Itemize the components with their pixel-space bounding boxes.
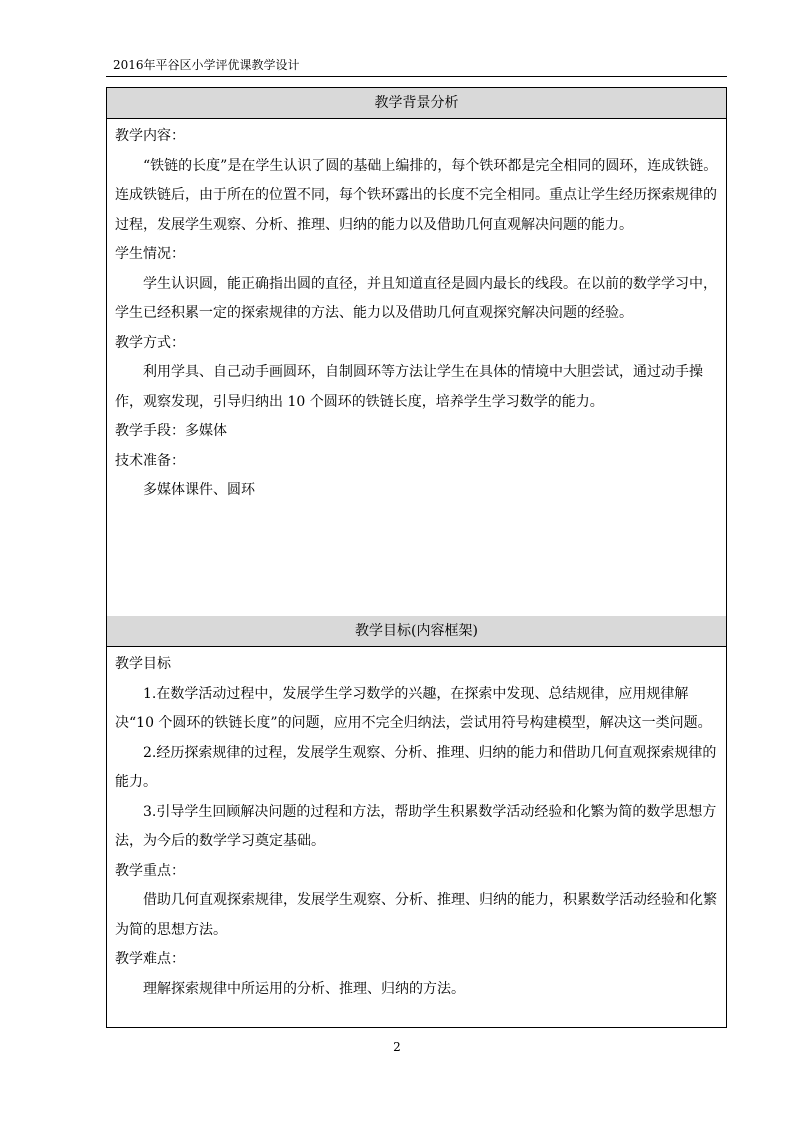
section-title: 教学背景分析 [107, 88, 726, 119]
section-body [107, 647, 726, 1004]
key-paragraph: 借助几何直观探索规律，发展学生观察、分析、推理、归纳的能力，积累数学活动经验和化繁为简的思想方法。 [115, 892, 717, 938]
goal-item: 1.在数学活动过程中，发展学生学习数学的兴趣，在探索中发现、总结规律，应用规律解决“10 个圆环的铁链长度”的问题，应用不完全归纳法，尝试用符号构建模型，解决这一类问题。 [115, 685, 712, 731]
goal-item: 2.经历探索规律的过程，发展学生观察、分析、推理、归纳的能力和借助几何直观探索规律的能力。 [115, 744, 717, 790]
method-label: 教学方式： [115, 334, 185, 351]
key-label: 教学重点： [115, 862, 185, 879]
students-label: 学生情况： [115, 246, 185, 262]
document-header: 2016年平谷区小学评优课教学设计 [113, 58, 300, 72]
section-title: 教学目标(内容框架) [107, 616, 726, 647]
content-paragraph: “铁链的长度”是在学生认识了圆的基础上编排的，每个铁环都是完全相同的圆环，连成铁链。连成铁链后，由于所在的位置不同，每个铁环露出的长度不完全相同。重点让学生经历探索规律的过程，发展学生观察、分析、推理、归纳的能力以及借助几何直观解决问题的能力。 [115, 157, 718, 233]
page-number: 2 [393, 1040, 401, 1054]
teaching-goals-section [106, 616, 727, 1028]
difficulty-label: 教学难点： [115, 951, 185, 967]
teaching-background-section [106, 87, 727, 618]
difficulty-paragraph: 理解探索规律中所运用的分析、推理、归纳的方法。 [143, 980, 465, 997]
goals-label: 教学目标 [115, 656, 171, 672]
tech-label: 技术准备： [115, 452, 185, 469]
means-label: 教学手段：多媒体 [115, 423, 227, 439]
method-paragraph: 利用学具、自己动手画圆环，自制圆环等方法让学生在具体的情境中大胆尝试，通过动手操作，观察发现，引导归纳出 10 个圆环的铁链长度，培养学生学习数学的能力。 [115, 364, 703, 410]
goal-item: 3.引导学生回顾解决问题的过程和方法，帮助学生积累数学活动经验和化繁为简的数学思想方法，为今后的数学学习奠定基础。 [115, 803, 717, 849]
tech-paragraph: 多媒体课件、圆环 [143, 482, 255, 498]
section-body [107, 119, 726, 506]
students-paragraph: 学生认识圆，能正确指出圆的直径，并且知道直径是圆内最长的线段。在以前的数学学习中，学生已经积累一定的探索规律的方法、能力以及借助几何直观探究解决问题的经验。 [115, 275, 717, 321]
header-rule [106, 76, 727, 77]
content-label: 教学内容： [115, 128, 185, 144]
